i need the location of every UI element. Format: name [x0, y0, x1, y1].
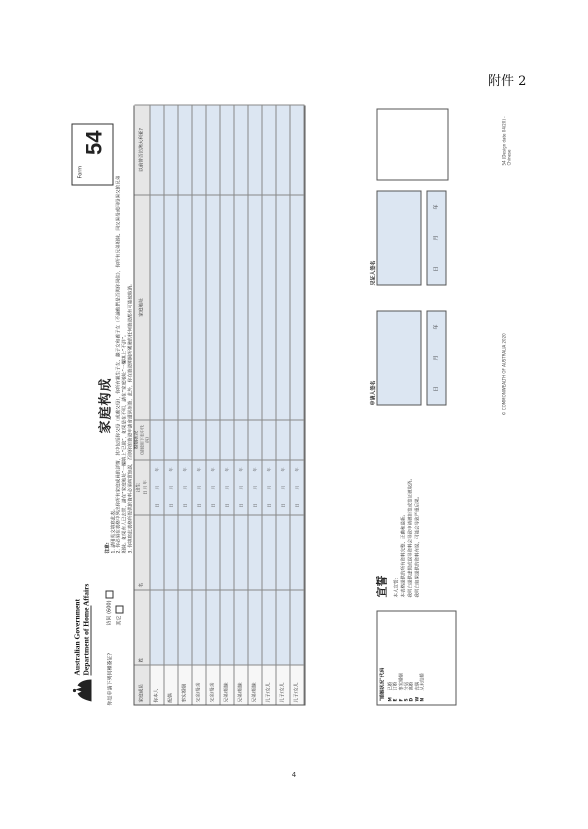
notes-head: 注意:: [105, 542, 111, 554]
dob-marker: 日: [294, 503, 300, 508]
form-code: 54 (Design date 04/20) - Chinese: [501, 116, 512, 166]
given-name-field[interactable]: [235, 515, 249, 590]
dob-field[interactable]: [277, 460, 291, 515]
dob-marker: 月: [238, 485, 244, 490]
dob-marker: 年: [210, 467, 216, 472]
given-name-field[interactable]: [221, 515, 235, 590]
code-letter: F: [399, 698, 405, 702]
dob-field[interactable]: [193, 460, 207, 515]
given-name-field[interactable]: [207, 515, 221, 590]
coat-of-arms-icon: [72, 676, 94, 706]
dob-marker: 月: [266, 485, 272, 490]
codes-list: [388, 615, 426, 702]
header-dob-sub: 日 月 年: [142, 480, 148, 495]
dob-marker: 月: [182, 485, 188, 490]
dob-marker: 年: [182, 467, 188, 472]
marital-status-field[interactable]: [165, 420, 179, 460]
code-letter: W: [415, 696, 421, 702]
address-field[interactable]: [221, 195, 235, 420]
form-label: Form: [77, 165, 84, 179]
code-label: 丧偶: [415, 681, 421, 691]
dob-field[interactable]: [235, 460, 249, 515]
dob-markers: [155, 461, 160, 515]
applicant-signature-label: 申请人签名: [370, 380, 377, 406]
previous-visit-field[interactable]: [235, 105, 249, 195]
code-letter: D: [409, 697, 415, 702]
dob-marker: 年: [238, 467, 244, 472]
code-letter: E: [393, 698, 399, 702]
form-number: 54: [81, 130, 107, 155]
other-option[interactable]: [116, 605, 124, 625]
date-month: 月: [433, 235, 440, 241]
header-rule: [91, 606, 92, 676]
dob-marker: 日: [168, 503, 174, 508]
address-field[interactable]: [151, 195, 165, 420]
given-name-field[interactable]: [179, 515, 193, 590]
dob-marker: 月: [294, 485, 300, 490]
previous-visit-field[interactable]: [165, 105, 179, 195]
given-name-field[interactable]: [151, 515, 165, 590]
date-year: 年: [433, 204, 440, 210]
marital-status-field[interactable]: [221, 420, 235, 460]
date-day: 日: [433, 386, 440, 392]
note-item: 1. 請用英文填寫此表。: [111, 506, 117, 554]
marital-status-field[interactable]: [277, 420, 291, 460]
witness-signature-label: 见证人签名: [370, 260, 377, 286]
dob-marker: 年: [154, 467, 160, 472]
copyright: © COMMONWEALTH OF AUSTRALIA 2020: [501, 333, 507, 416]
dob-marker: 月: [210, 485, 216, 490]
other-checkbox[interactable]: [116, 605, 124, 613]
note-item: 2. 你必須在表格中列出你所有家庭成員的詳情，其中包括你父母（或養父母），你所有親生子女、繼子女和養子女（不論他們是否與你同住），你所有兄弟姐妹、同父異母或同母異父的兄弟姐妹。如果有人已去世，請在“家庭地址”一欄填上“已故”，如果是在不明，請在“家庭地址”一欄填上“不詳”。: [116, 175, 128, 554]
notes-section: [106, 174, 135, 554]
code-letter: N: [420, 697, 426, 702]
surname-field[interactable]: [221, 590, 235, 665]
dob-field[interactable]: [263, 460, 277, 515]
marital-status-field[interactable]: [193, 420, 207, 460]
code-label: 订婚: [393, 681, 399, 691]
row-relation-label: 兄弟/姐妹: [249, 665, 263, 705]
witness-signature-field[interactable]: [377, 191, 422, 286]
surname-field[interactable]: [235, 590, 249, 665]
dob-markers: [281, 461, 286, 515]
visit-checkbox[interactable]: [106, 590, 114, 598]
date-month: 月: [433, 355, 440, 361]
dob-markers: [239, 461, 244, 515]
previous-visit-field[interactable]: [151, 105, 165, 195]
date-year: 年: [433, 324, 440, 330]
previous-visit-field[interactable]: [263, 105, 277, 195]
header-surname: 姓: [135, 590, 151, 665]
dob-marker: 月: [196, 485, 202, 490]
other-option-label: 其它: [116, 615, 123, 626]
marital-status-field[interactable]: [151, 420, 165, 460]
declaration-item: 我明白如果提供的资料有误，可能会导致严重后果。: [415, 494, 421, 598]
address-field[interactable]: [235, 195, 249, 420]
header-marital-status: [135, 420, 151, 460]
dob-marker: 年: [280, 467, 286, 472]
dob-marker: 日: [210, 503, 216, 508]
address-field[interactable]: [291, 195, 305, 420]
dob-marker: 月: [224, 485, 230, 490]
visa-question: 你是申請下列何種簽证?: [107, 652, 114, 706]
surname-field[interactable]: [165, 590, 179, 665]
code-label: 事实婚姻: [399, 673, 405, 691]
department-name: Department of Home Affairs: [81, 583, 91, 676]
row-relation-label: 配偶: [165, 665, 179, 705]
codes-head: "婚姻状况"代码: [380, 667, 386, 702]
code-label: 分居: [404, 681, 410, 691]
dob-markers: [211, 461, 216, 515]
previous-visit-field[interactable]: [207, 105, 221, 195]
note-item: 3. 你填寫此表格所提供的資料必須真實無誤，否則你的簽證申請會遭到拒簽，此外，你在簽證期间所獲發的任何簽證都有可能被取消。: [128, 281, 134, 554]
surname-field[interactable]: [193, 590, 207, 665]
dob-markers: [169, 461, 174, 515]
previous-visit-field[interactable]: [291, 105, 305, 195]
dob-marker: 日: [154, 503, 160, 508]
dob-marker: 日: [196, 503, 202, 508]
dob-markers: [295, 461, 300, 515]
applicant-date-field[interactable]: [427, 311, 447, 406]
dob-marker: 年: [252, 467, 258, 472]
code-letter: M: [388, 697, 394, 702]
annex-label: 附件 2: [488, 74, 527, 89]
code-row: [421, 615, 426, 702]
applicant-signature-field[interactable]: [377, 311, 422, 406]
address-field[interactable]: [179, 195, 193, 420]
address-field[interactable]: [165, 195, 179, 420]
header-address: 家庭地址: [135, 195, 151, 420]
row-relation-label: 兄弟/姐妹: [221, 665, 235, 705]
dob-field[interactable]: [249, 460, 263, 515]
given-name-field[interactable]: [291, 515, 305, 590]
dob-markers: [225, 461, 230, 515]
row-relation-label: 儿子/女儿: [277, 665, 291, 705]
address-field[interactable]: [249, 195, 263, 420]
declaration-item: 我明白提供虚假或误导资料会导致申请被拒签或签证被取消。: [408, 476, 414, 598]
dob-marker: 月: [154, 485, 160, 490]
dob-marker: 日: [280, 503, 286, 508]
header-status-label: 婚姻状况: [134, 430, 140, 450]
dob-marker: 月: [168, 485, 174, 490]
dob-marker: 月: [252, 485, 258, 490]
family-table: [134, 106, 306, 706]
office-use-box: [377, 109, 449, 181]
previous-visit-field[interactable]: [221, 105, 235, 195]
header-dob: [135, 460, 151, 515]
row-relation-label: 父亲/母亲: [207, 665, 221, 705]
declaration-head: 宣誓: [376, 575, 389, 598]
dob-marker: 日: [238, 503, 244, 508]
given-name-field[interactable]: [277, 515, 291, 590]
surname-field[interactable]: [249, 590, 263, 665]
header-given-name: 名: [135, 515, 151, 590]
code-letter: S: [404, 698, 410, 702]
previous-visit-field[interactable]: [249, 105, 263, 195]
dob-marker: 日: [224, 503, 230, 508]
marital-status-field[interactable]: [207, 420, 221, 460]
marital-status-field[interactable]: [235, 420, 249, 460]
form-title: 家庭构成: [98, 377, 114, 434]
dob-marker: 日: [252, 503, 258, 508]
given-name-field[interactable]: [165, 515, 179, 590]
address-field[interactable]: [263, 195, 277, 420]
address-field[interactable]: [193, 195, 207, 420]
visit-option[interactable]: [106, 590, 114, 625]
dob-marker: 年: [294, 467, 300, 472]
row-relation-label: 你本人: [151, 665, 165, 705]
form-sheet: [72, 106, 517, 706]
previous-visit-field[interactable]: [179, 105, 193, 195]
code-label: 从未结婚: [420, 673, 426, 691]
given-name-field[interactable]: [263, 515, 277, 590]
surname-field[interactable]: [277, 590, 291, 665]
dob-marker: 日: [182, 503, 188, 508]
dob-field[interactable]: [221, 460, 235, 515]
witness-date-field[interactable]: [427, 191, 447, 286]
surname-field[interactable]: [263, 590, 277, 665]
declaration-intro: 本人宣誓:: [394, 577, 400, 598]
dob-markers: [197, 461, 202, 515]
code-label: 离婚: [409, 681, 415, 691]
address-field[interactable]: [277, 195, 291, 420]
dob-marker: 年: [168, 467, 174, 472]
header-status-sub: (请使用下表中代码): [139, 425, 150, 455]
header-relation: 家庭成员: [135, 665, 151, 705]
declaration-section: [377, 418, 422, 598]
declaration-item: 本表格提供的所有资料完整、正确和最新。: [401, 512, 407, 598]
header-dob-label: 出生: [136, 482, 142, 493]
dob-markers: [183, 461, 188, 515]
row-relation-label: 兄弟/姐妹: [235, 665, 249, 705]
dob-field[interactable]: [291, 460, 305, 515]
marital-status-field[interactable]: [263, 420, 277, 460]
dob-field[interactable]: [179, 460, 193, 515]
dob-markers: [253, 461, 258, 515]
dob-marker: 月: [280, 485, 286, 490]
previous-visit-field[interactable]: [193, 105, 207, 195]
dob-marker: 年: [266, 467, 272, 472]
marital-status-field[interactable]: [249, 420, 263, 460]
dob-markers: [267, 461, 272, 515]
header-in-australia: 以前曾否访澳大利亚?: [135, 105, 151, 195]
dob-field[interactable]: [207, 460, 221, 515]
row-relation-label: 父亲/母亲: [193, 665, 207, 705]
surname-field[interactable]: [179, 590, 193, 665]
given-name-field[interactable]: [193, 515, 207, 590]
marital-status-field[interactable]: [179, 420, 193, 460]
government-name: Australian Government: [72, 599, 82, 676]
dob-marker: 日: [266, 503, 272, 508]
surname-field[interactable]: [291, 590, 305, 665]
visit-option-label: 访问 (600): [106, 600, 113, 626]
surname-field[interactable]: [151, 590, 165, 665]
row-relation-label: 事实婚姻: [179, 665, 193, 705]
page-number: 4: [291, 771, 297, 779]
marital-codes-box: [377, 611, 457, 706]
row-relation-label: 儿子/女儿: [291, 665, 305, 705]
dob-field[interactable]: [151, 460, 165, 515]
code-label: 已婚: [388, 681, 394, 691]
dob-marker: 年: [196, 467, 202, 472]
date-day: 日: [433, 266, 440, 272]
address-field[interactable]: [207, 195, 221, 420]
previous-visit-field[interactable]: [277, 105, 291, 195]
row-relation-label: 儿子/女儿: [263, 665, 277, 705]
dob-field[interactable]: [165, 460, 179, 515]
surname-field[interactable]: [207, 590, 221, 665]
dob-marker: 年: [224, 467, 230, 472]
given-name-field[interactable]: [249, 515, 263, 590]
marital-status-field[interactable]: [291, 420, 305, 460]
